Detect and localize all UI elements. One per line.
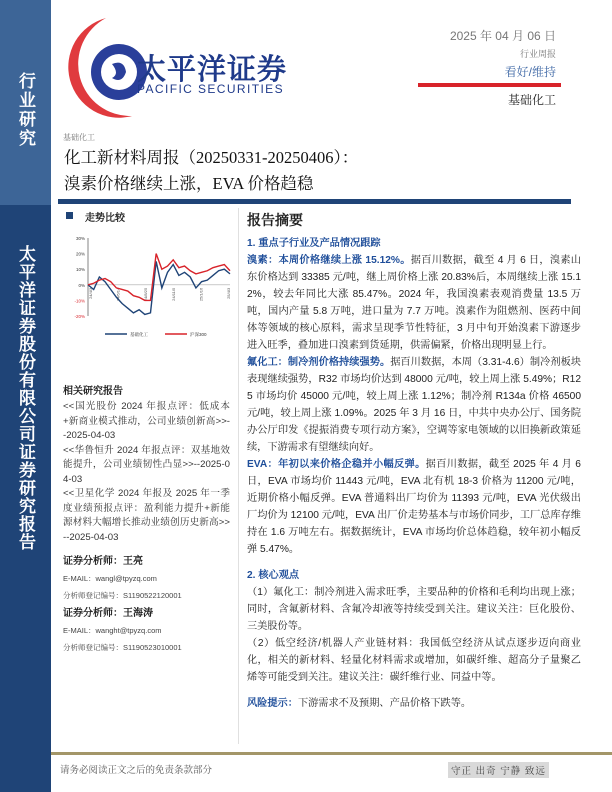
related-report-item[interactable]: <<国光股份 2024 年报点评：低成本+新商业模式推动，公司业绩创新高>>--2025-04-03: [63, 401, 230, 441]
footer-disclaimer: 请务必阅读正文之后的免责条款部分: [60, 765, 213, 776]
footer-motto: 守正 出奇 宁静 致远: [448, 762, 549, 778]
page-title: [64, 145, 358, 197]
fluorine-text: 据百川数据，本周（3.31-4.6）制冷剂板块表现继续强势，R32 市场均价达到 48000 元/吨，较上周上涨 5.49%；R125 市场均价 45000 元/吨，较上周上涨 1.12%；制冷剂 R134a 价格 46500 元/吨，较上周上涨 1.09%。2025 年 3 月 16 日，中共中央办公厅、国务院办公厅印发《提振消费专项行动方案》，空调等家电领域的以旧换新政策延续，下游需求有望继续向好。: [247, 357, 582, 453]
y-tick-label: 20%: [75, 251, 85, 257]
analyst-email[interactable]: E-MAIL：wangl@tpyzq.com: [63, 574, 157, 583]
title-line-2: 溴素价格继续上涨，EVA 价格趋稳: [64, 174, 314, 193]
legend-label: 沪深300: [190, 332, 207, 337]
core-view-2: （2）低空经济/机器人产业链材料：我国低空经济从试点逐步迈向商业化，相关的新材料、轻量化材料需求或增加，如碳纤维、超高分子量聚乙烯等可能受到关注。建议关注：碳纤维行业、同益中等。: [247, 638, 581, 683]
risk-heading: 风险提示：: [247, 698, 298, 709]
rating: 看好/维持: [504, 65, 556, 79]
analyst-name: 证券分析师：王亮: [63, 556, 143, 567]
x-tick-label: 24/6/14: [115, 287, 121, 302]
column-divider: [238, 208, 239, 744]
eva-text: 据百川数据，截至 2025 年 4 月 6 日，EVA 市场均价 11443 元/吨，EVA 北有机 18-3 价格为 11200 元/吨，近期价格小幅反弹。EVA 普通料出厂均价为 11393 元/吨，EVA 光伏级出厂均价为 12100 元/吨，EVA 出厂价走势基本与市场价同步，工厂总库存维持在 1.6 万吨左右。据数据统计，EVA 市场均价总体趋稳，较年初小幅反弹 5.47%。: [247, 459, 581, 555]
logo-cn-text: 太平洋证券: [137, 54, 288, 86]
analyst-name: 证券分析师：王海涛: [63, 608, 153, 619]
analyst-2: [63, 604, 182, 653]
trend-title: 走势比较: [85, 213, 125, 224]
paragraph-eva: [247, 456, 581, 558]
core-view-1: （1）氟化工：制冷剂进入需求旺季，主要品种的价格和毛利均出现上涨；同时，含氟新材料、含氟冷却液等持续受到关注。建议关注：巨化股份、三美股份等。: [247, 587, 581, 632]
related-reports-title: 相关研究报告: [63, 386, 123, 397]
x-tick-label: 24/8/25: [143, 287, 149, 302]
y-tick-label: 10%: [75, 267, 85, 273]
sector: 基础化工: [507, 93, 556, 107]
eva-heading: EVA：年初以来价格企稳并小幅反弹。: [247, 459, 426, 470]
analyst-reg: 分析师登记编号：S1190522120001: [63, 591, 182, 600]
x-tick-label: 24/11/5: [170, 287, 176, 301]
section-2-heading: 2. 核心观点: [247, 570, 300, 581]
analyst-email[interactable]: E-MAIL：wanght@tpyzq.com: [63, 626, 162, 635]
summary-title: 报告摘要: [247, 212, 303, 228]
red-divider: [418, 83, 561, 87]
paragraph-bromine: [247, 252, 581, 354]
related-reports-list: [63, 400, 230, 545]
y-tick-label: -10%: [74, 298, 85, 304]
logo-en-text: PACIFIC SECURITIES: [137, 82, 284, 96]
related-report-item[interactable]: <<卫星化学 2024 年报及 2025 年一季度业绩预报点评：盈利能力提升+新能源材料大幅增长推动业绩创历史新高>>--2025-04-03: [63, 488, 230, 543]
bromine-text: 据百川数据，截至 4 月 6 日，溴素山东价格达到 33385 元/吨，继上周价格上涨 20.83%后，本周继续上涨 15.12%，较去年同比大涨 85.47%。2024 年，我国溴素表观消费量 13.5 万吨，国内产量 5.8 万吨，进口量为 7.7 万吨。溴素作为阻燃剂、医药中间体等领域的核心原料，需求呈现季节性特征，3 月中旬开始溴素下游逐步进入旺季，叠加进口溴素到货延期，供需偏紧，价格出现明显上行。: [247, 255, 581, 351]
legend-label: 基础化工: [130, 332, 148, 337]
x-tick-label: 25/1/16: [198, 287, 204, 302]
footer-divider: [51, 752, 612, 755]
risk-text: 下游需求不及预期、产品价格下跌等。: [297, 698, 472, 709]
x-tick-label: 25/4/3: [226, 287, 231, 299]
y-tick-label: -20%: [74, 314, 85, 319]
summary-body: [247, 235, 581, 712]
square-bullet-icon: [66, 212, 73, 219]
analyst-1: [63, 552, 182, 601]
paragraph-fluorine: [247, 354, 581, 456]
related-report-item[interactable]: <<华鲁恒升 2024 年报点评：双基地效能提升，公司业绩韧性凸显>>--2025-04-03: [63, 444, 230, 485]
bromine-heading: 溴素：本周价格继续上涨 15.12%。: [247, 255, 411, 266]
breadcrumb: 基础化工: [63, 133, 95, 142]
fluorine-heading: 氟化工：制冷剂价格持续强势。: [247, 357, 391, 368]
y-tick-label: 0%: [78, 282, 85, 288]
analyst-reg: 分析师登记编号：S1190523010001: [63, 643, 182, 652]
y-tick-label: 30%: [75, 236, 85, 241]
title-line-1: 化工新材料周报（20250331-20250406）：: [64, 148, 359, 167]
report-date: 2025 年 04 月 06 日: [449, 29, 556, 43]
risk-warning: [247, 695, 581, 712]
x-tick-label: 24/4/3: [88, 287, 93, 299]
report-type: 行业周报: [519, 49, 556, 59]
title-divider: [58, 199, 571, 204]
trend-chart: [60, 228, 240, 343]
sidebar-bottom-label: 太平洋证券股份有限公司证券研究报告: [16, 245, 35, 551]
sidebar-top-label: 行业研究: [16, 72, 35, 148]
section-1-heading: 1. 重点子行业及产品情况跟踪: [247, 238, 381, 249]
